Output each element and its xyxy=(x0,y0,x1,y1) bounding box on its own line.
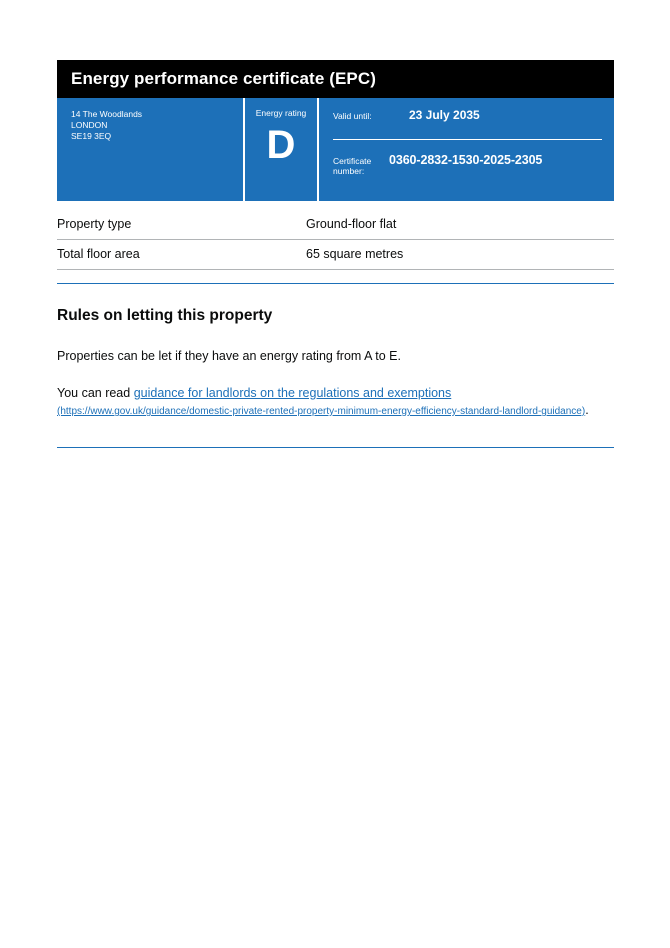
section-divider-top xyxy=(57,283,614,284)
fact-key: Property type xyxy=(57,217,132,231)
landlord-guidance-url[interactable]: (https://www.gov.uk/guidance/domestic-private-rented-property-minimum-energy-efficiency-standard-landlord-guidance) xyxy=(57,406,586,417)
section-divider-bottom xyxy=(57,447,614,448)
page-title: Energy performance certificate (EPC) xyxy=(71,69,376,88)
certificate-number-label: Certificate number: xyxy=(333,156,372,176)
band-divider xyxy=(333,139,602,140)
letting-paragraph-2-prefix: You can read xyxy=(57,386,134,400)
epc-document xyxy=(57,60,614,448)
letting-paragraph-2 xyxy=(57,385,614,419)
landlord-guidance-link[interactable]: guidance for landlords on the regulations and exemptions xyxy=(133,386,452,400)
table-row xyxy=(57,210,614,240)
valid-until-row xyxy=(333,109,602,122)
fact-value: 65 square metres xyxy=(306,247,404,261)
address-line-3: SE19 3EQ xyxy=(71,131,112,141)
section-heading-letting: Rules on letting this property xyxy=(57,307,273,324)
letting-paragraph-2-suffix: . xyxy=(585,403,589,417)
epc-title-bar xyxy=(57,60,614,98)
fact-value: Ground-floor flat xyxy=(306,217,397,231)
valid-until-label: Valid until: xyxy=(333,111,372,121)
certificate-details xyxy=(317,98,614,201)
certificate-number-row xyxy=(333,154,602,176)
energy-rating-label: Energy rating xyxy=(255,108,307,118)
property-address xyxy=(57,98,243,201)
fact-key: Total floor area xyxy=(57,247,140,261)
address-line-1: 14 The Woodlands xyxy=(71,109,143,119)
certificate-number-value: 0360-2832-1530-2025-2305 xyxy=(389,153,543,167)
address-line-2: LONDON xyxy=(71,120,108,130)
property-facts-table xyxy=(57,210,614,270)
energy-rating-block xyxy=(243,98,317,201)
epc-summary-band xyxy=(57,98,614,201)
energy-rating-value: D xyxy=(266,123,296,167)
table-row xyxy=(57,240,614,270)
letting-paragraph-1: Properties can be let if they have an energy rating from A to E. xyxy=(57,349,401,363)
valid-until-value: 23 July 2035 xyxy=(409,108,480,122)
